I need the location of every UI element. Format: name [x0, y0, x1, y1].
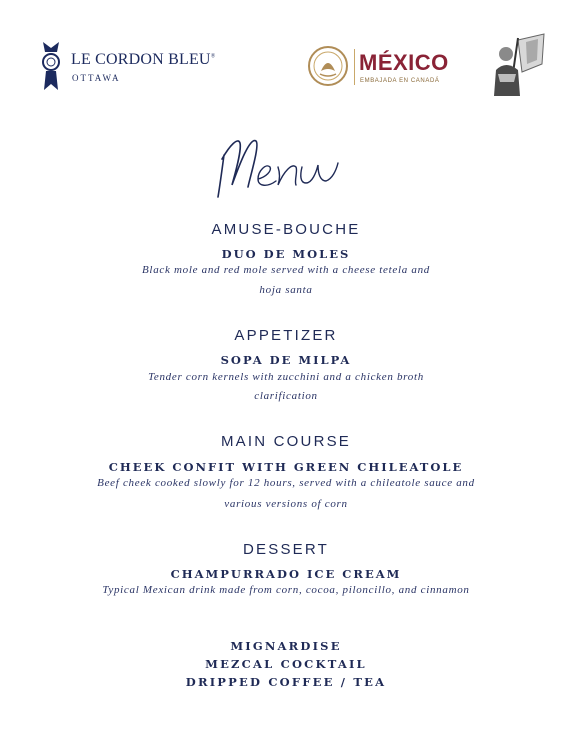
menu-title-text: Menu — [288, 205, 292, 206]
extra-item: MEZCAL COCKTAIL — [205, 657, 367, 671]
dish-description: Tender corn kernels with zucchini and a chicken broth — [148, 371, 424, 383]
historical-flag-illustration — [488, 30, 546, 96]
course-heading: AMUSE-BOUCHE — [211, 221, 361, 238]
dish-name: CHEEK CONFIT WITH GREEN CHILEATOLE — [108, 460, 464, 474]
dish-description: various versions of corn — [224, 498, 348, 510]
dish-description: hoja santa — [259, 284, 313, 296]
dish-name: DUO DE MOLES — [221, 247, 351, 261]
mexico-embassy-logo — [307, 44, 477, 92]
embassy-subtitle: EMBAJADA EN CANADÁ — [360, 78, 440, 84]
school-city: OTTAWA — [72, 73, 121, 83]
school-name: LE CORDON BLEU® — [71, 51, 216, 68]
mexico-coat-of-arms-icon — [307, 45, 349, 87]
dish-description: clarification — [254, 390, 318, 402]
cordon-bleu-emblem-icon — [40, 40, 62, 92]
logo-divider — [354, 49, 355, 85]
dish-description: Beef cheek cooked slowly for 12 hours, served with a chileatole sauce and — [97, 477, 475, 489]
country-name: MÉXICO — [359, 50, 449, 75]
menu-title — [210, 115, 370, 210]
extra-item: DRIPPED COFFEE / TEA — [185, 675, 387, 689]
dish-name: SOPA DE MILPA — [220, 353, 352, 367]
extra-item: MIGNARDISE — [230, 639, 342, 653]
course-heading: APPETIZER — [234, 327, 338, 344]
dish-description: Black mole and red mole served with a cheese tetela and — [142, 264, 430, 276]
course-heading: MAIN COURSE — [220, 433, 352, 450]
dish-name: CHAMPURRADO ICE CREAM — [170, 567, 402, 581]
course-heading: DESSERT — [243, 541, 329, 558]
dish-description: Typical Mexican drink made from corn, cocoa, piloncillo, and cinnamon — [102, 584, 470, 596]
